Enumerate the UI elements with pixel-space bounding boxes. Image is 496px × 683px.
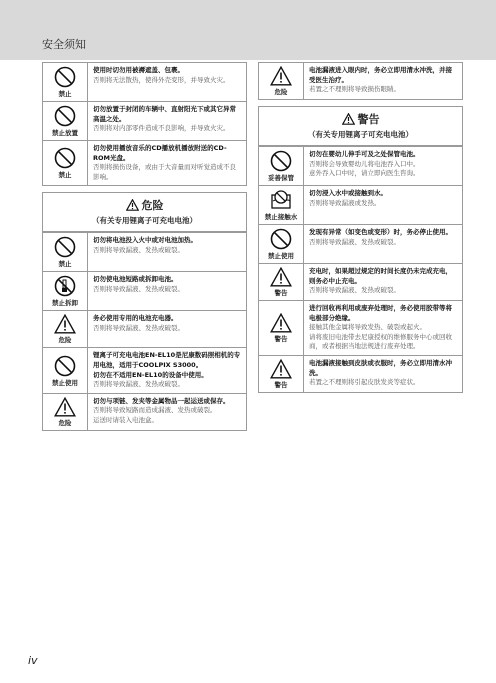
safety-row xyxy=(258,301,463,356)
danger-icon xyxy=(270,66,292,86)
safety-row xyxy=(42,272,247,311)
text-cell xyxy=(304,147,462,185)
instruction-text: 电池漏液进入眼内时，务必立即用清水冲洗，并接受医生治疗。 xyxy=(309,66,452,84)
water-icon xyxy=(270,189,292,211)
instruction-text: 使用时切勿用被褥遮盖、包裹。 xyxy=(93,66,184,74)
consequence-text: 否则将导致漏液、发热或破裂。 xyxy=(93,245,184,254)
safety-row xyxy=(42,394,247,431)
instruction-text: 务必使用专用的电池充电器。 xyxy=(93,314,178,323)
icon-label: 禁止使用 xyxy=(52,378,78,387)
icon-cell xyxy=(259,63,304,99)
text-cell xyxy=(88,348,246,392)
consequence-text: 否则将导致漏液、发热或破裂。 xyxy=(309,237,400,246)
consequence-text: 否则将导致漏液、发热或破裂。 xyxy=(93,323,184,332)
instruction-text: 切勿与项链、发夹等金属物品一起运送或保存。 xyxy=(93,396,230,405)
text-cell xyxy=(304,301,462,355)
icon-cell xyxy=(43,141,88,185)
prohibit-icon xyxy=(54,355,76,377)
consequence-text: 接触其他金属将导致发热、破裂或起火。 xyxy=(309,323,426,332)
warning-icon xyxy=(270,313,292,333)
page-number: iv xyxy=(28,654,38,667)
consequence-text: 否则将导致漏液、发热或破裂。 xyxy=(93,380,184,389)
icon-cell xyxy=(43,394,88,430)
text-cell xyxy=(88,394,246,430)
right-bottom-table xyxy=(258,146,463,393)
consequence-text: 否则将会导致婴幼儿将电池吞入口中。 xyxy=(309,159,420,168)
danger-banner-title: 危险 xyxy=(141,199,164,213)
text-cell xyxy=(304,186,462,224)
text-cell xyxy=(88,63,246,101)
safety-row xyxy=(42,102,247,141)
safety-row xyxy=(258,186,463,225)
icon-label: 危险 xyxy=(58,336,72,345)
icon-cell xyxy=(259,356,304,392)
text-cell xyxy=(88,272,246,310)
instruction-text: 切勿在婴幼儿伸手可及之处保管电池。 xyxy=(309,150,420,158)
instruction-text: 切勿将电池投入火中或对电池加热。 xyxy=(93,236,197,245)
text-cell xyxy=(88,233,246,271)
text-cell xyxy=(88,141,246,185)
icon-label: 警告 xyxy=(274,380,288,389)
icon-label: 禁止 xyxy=(58,171,72,180)
text-cell xyxy=(304,264,462,300)
warning-banner xyxy=(258,106,463,146)
safety-row xyxy=(258,62,463,100)
safety-row xyxy=(42,311,247,348)
warning-banner-title: 警告 xyxy=(357,113,380,126)
safety-row xyxy=(42,232,247,272)
icon-cell xyxy=(259,264,304,300)
consequence-text: 否则将损伤设备，或由于大音量而对听觉造成不良影响。 xyxy=(93,163,236,181)
left-top-table xyxy=(42,62,247,186)
left-column xyxy=(42,62,247,431)
danger-banner-subtitle: （有关专用锂离子可充电电池） xyxy=(92,216,197,226)
danger-icon xyxy=(54,397,76,417)
text-cell xyxy=(304,63,462,99)
instruction-text: 进行回收再利用或废弃处理时，务必使用胶带等将电极部分绝缘。 xyxy=(309,304,452,322)
icon-label: 警告 xyxy=(274,334,288,343)
consequence-text: 否则将导致漏液、发热或破裂。 xyxy=(309,286,400,295)
icon-cell xyxy=(43,311,88,347)
prohibit-icon xyxy=(270,150,292,172)
consequence-text: 意外吞入口中时，请立即向医生咨询。 xyxy=(309,169,420,178)
consequence-text: 否则将对内部零件造成不良影响，并导致火灾。 xyxy=(93,124,230,133)
icon-cell xyxy=(43,348,88,392)
icon-label: 危险 xyxy=(274,88,288,96)
icon-cell xyxy=(259,225,304,263)
icon-label: 警告 xyxy=(274,289,288,297)
icon-label: 禁止 xyxy=(58,260,72,269)
instruction-text: 电池漏液接触到皮肤或衣服时，务必立即用清水冲洗。 xyxy=(309,358,452,377)
icon-label: 禁止放置 xyxy=(52,129,78,137)
icon-label: 禁止 xyxy=(58,90,72,98)
icon-label: 禁止使用 xyxy=(268,252,294,260)
prohibit-icon xyxy=(54,66,76,88)
safety-row xyxy=(258,225,463,264)
prohibit-icon xyxy=(54,105,76,127)
consequence-text: 否则将导致漏液、发热或破裂。 xyxy=(93,284,184,293)
instruction-text: 切勿在不适用EN-EL10的设备中使用。 xyxy=(93,370,208,379)
warning-banner-subtitle: （有关专用锂离子可充电电池） xyxy=(308,130,413,139)
left-bottom-table xyxy=(42,232,247,430)
warning-icon xyxy=(270,359,292,379)
consequence-text: 若置之不理则将引起皮肤发炎等症状。 xyxy=(309,378,420,387)
text-cell xyxy=(88,102,246,140)
consequence-text: 请将废旧电池带去尼康授权的维修服务中心或回收商，或者根据当地法规进行废弃处理。 xyxy=(309,332,452,351)
instruction-text: 切勿放置于封闭的车辆中、直射阳光下或其它异常高温之处。 xyxy=(93,105,236,123)
consequence-text: 否则将无法散热，使得外壳变形，并导致火灾。 xyxy=(93,75,230,84)
icon-label: 妥善保管 xyxy=(268,174,294,182)
consequence-text: 运送时请装入电池盒。 xyxy=(93,415,158,424)
instruction-text: 切勿使电池短路或拆卸电池。 xyxy=(93,275,178,284)
icon-cell xyxy=(43,63,88,101)
safety-row xyxy=(258,356,463,393)
icon-cell xyxy=(259,147,304,185)
icon-cell xyxy=(43,102,88,140)
text-cell xyxy=(304,356,462,392)
icon-cell xyxy=(259,301,304,355)
icon-label: 禁止拆卸 xyxy=(52,299,78,308)
header-bar xyxy=(0,0,496,60)
prohibit-icon xyxy=(270,228,292,250)
icon-cell xyxy=(43,233,88,271)
instruction-text: 发现有异常（如变色或变形）时，务必停止使用。 xyxy=(309,228,452,236)
text-cell xyxy=(88,311,246,347)
icon-cell xyxy=(43,272,88,310)
page-title: 安全须知 xyxy=(42,38,86,51)
consequence-text: 否则将导致漏液或发热。 xyxy=(309,198,381,207)
instruction-text: 切勿浸入水中或接触到水。 xyxy=(309,189,387,197)
disassemble-icon xyxy=(54,275,76,297)
right-top-table xyxy=(258,62,463,100)
safety-row xyxy=(258,264,463,301)
warning-icon xyxy=(270,267,292,287)
safety-row xyxy=(42,141,247,186)
safety-row xyxy=(42,62,247,102)
instruction-text: 锂离子可充电电池EN-EL10是尼康数码照相机的专用电池，适用于COOLPIX S3000。 xyxy=(93,351,241,369)
danger-icon xyxy=(54,314,76,334)
right-column xyxy=(258,62,463,393)
icon-label: 禁止接触水 xyxy=(264,213,298,221)
prohibit-icon xyxy=(54,236,76,258)
safety-row xyxy=(258,146,463,186)
danger-banner xyxy=(42,192,247,232)
text-cell xyxy=(304,225,462,263)
danger-triangle-icon xyxy=(126,199,139,211)
icon-cell xyxy=(259,186,304,224)
safety-row xyxy=(42,348,247,393)
icon-label: 危险 xyxy=(58,418,72,427)
warning-triangle-icon xyxy=(342,113,355,125)
instruction-text: 充电时，如果超过规定的时间长度仍未完成充电，则务必中止充电。 xyxy=(309,267,452,285)
prohibit-icon xyxy=(54,147,76,169)
consequence-text: 否则将导致短路而造成漏液、发热或破裂。 xyxy=(93,406,217,415)
instruction-text: 切勿使用播放音乐的CD播放机播放附送的CD-ROM光盘。 xyxy=(93,144,227,162)
consequence-text: 若置之不理则将导致损伤眼睛。 xyxy=(309,85,400,94)
